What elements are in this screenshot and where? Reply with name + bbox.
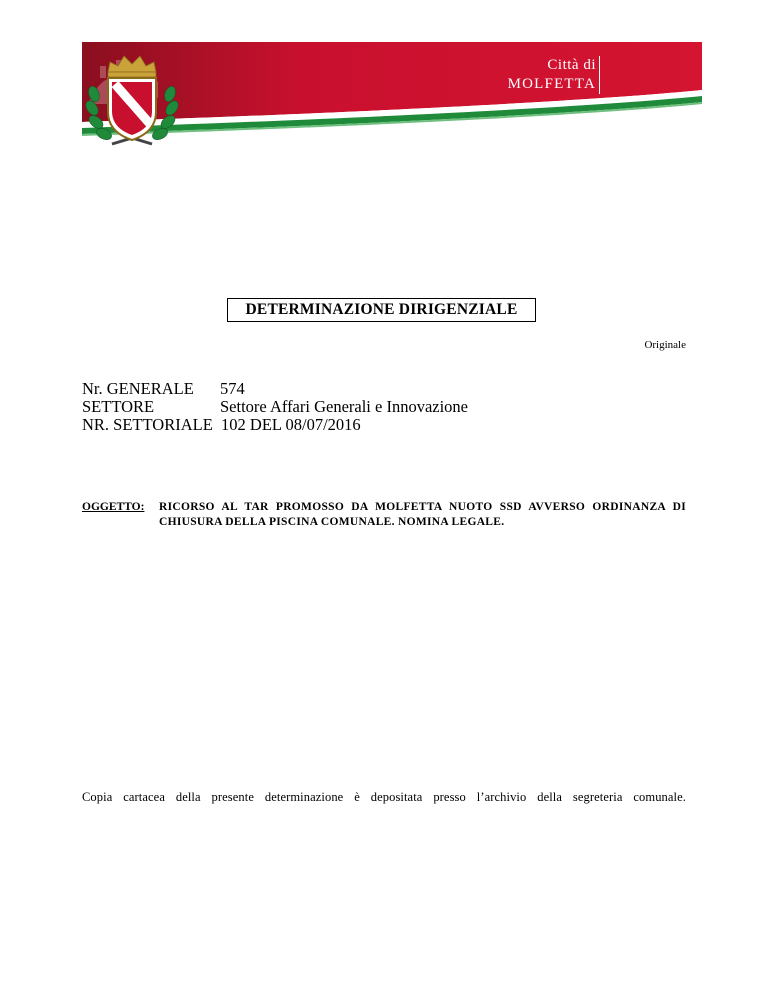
document-title: DETERMINAZIONE DIRIGENZIALE — [227, 298, 536, 322]
copy-type-label: Originale — [644, 339, 686, 351]
sector-number-value: 102 DEL 08/07/2016 — [221, 415, 361, 434]
city-banner — [82, 42, 702, 152]
sector-label: SETTORE — [82, 397, 155, 416]
city-name: MOLFETTA — [507, 76, 596, 92]
sector-row — [82, 398, 468, 416]
city-divider — [599, 56, 600, 94]
city-name-block — [508, 58, 596, 92]
general-number-label: Nr. GENERALE — [82, 379, 194, 398]
sector-number-label: NR. SETTORIALE — [82, 415, 213, 434]
general-number-value: 574 — [220, 379, 245, 398]
subject-label: OGGETTO: — [82, 501, 145, 513]
coat-of-arms-icon — [82, 42, 182, 154]
sector-number-row — [82, 416, 468, 434]
subject-text: RICORSO AL TAR PROMOSSO DA MOLFETTA NUOTO SSD AVVERSO ORDINANZA DI CHIUSURA DELLA PISCINA COMUNALE. NOMINA LEGALE. — [159, 501, 686, 528]
sector-value: Settore Affari Generali e Innovazione — [220, 397, 469, 416]
archive-note: Copia cartacea della presente determinazione è depositata presso l’archivio della segreteria comunale. — [82, 790, 686, 804]
subject-block — [82, 500, 686, 529]
general-number-row — [82, 380, 468, 398]
document-metadata — [82, 380, 468, 434]
city-prefix: Città di — [547, 57, 596, 73]
